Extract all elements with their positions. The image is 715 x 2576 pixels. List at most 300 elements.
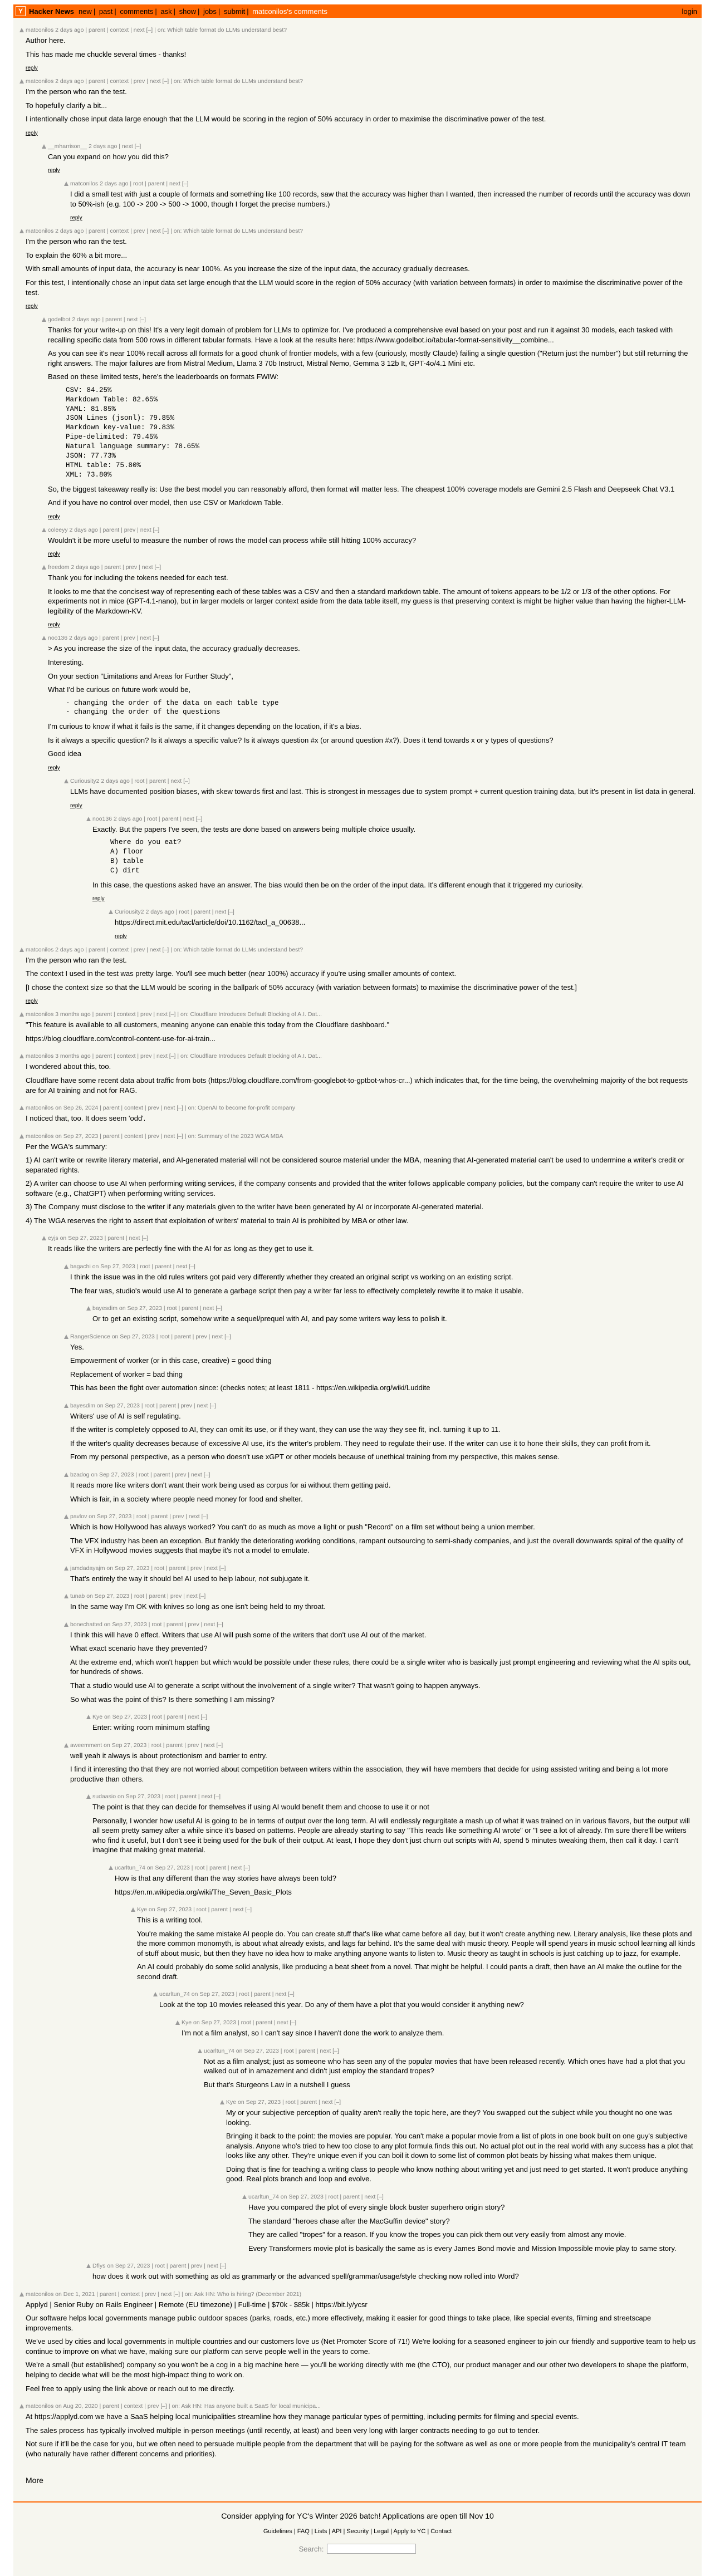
comment-body — [70, 1513, 697, 1559]
upvote-arrow-icon[interactable] — [64, 1622, 68, 1627]
upvote-arrow-icon[interactable] — [19, 2292, 24, 2297]
comment-item — [62, 1621, 697, 1708]
comment-item — [62, 1263, 697, 1299]
comment-text — [70, 1480, 697, 1504]
comment-text — [48, 325, 697, 508]
comment-text — [226, 2108, 697, 2184]
comment-body — [70, 1621, 697, 1708]
comment-paragraph: Which is fair, in a society where people need money for food and shelter. — [70, 1494, 303, 1503]
upvote-arrow-icon[interactable] — [131, 1907, 135, 1912]
upvote-arrow-icon[interactable] — [19, 1134, 24, 1139]
comment-item — [62, 1742, 697, 1788]
comment-body — [48, 635, 697, 772]
vote-cell — [196, 2048, 204, 2094]
comment-meta[interactable]: eyjs on Sep 27, 2023 | parent | next [–] — [48, 1235, 148, 1242]
comment-paragraph: I'm the person who ran the test. — [26, 237, 127, 246]
comment-body — [26, 1011, 697, 1047]
nav-show[interactable]: show — [179, 7, 197, 16]
upvote-arrow-icon[interactable] — [86, 1794, 91, 1799]
login-link[interactable]: login — [682, 7, 697, 16]
comment-text — [26, 2300, 697, 2393]
comment-body — [48, 564, 697, 629]
comment-meta[interactable]: matconilos 2 days ago | parent | context | next [–] | on: Which table format do LLMs understand best? — [26, 27, 287, 33]
upvote-arrow-icon[interactable] — [19, 948, 24, 952]
upvote-arrow-icon[interactable] — [242, 2195, 247, 2199]
comment-meta[interactable]: matconilos 2 days ago | parent | context | prev | next [–] | on: Which table format do LLMs understand best? — [26, 228, 303, 235]
site-name-link[interactable]: Hacker News — [29, 7, 74, 16]
comment-meta[interactable]: ucarltun_74 on Sep 27, 2023 | root | parent | next [–] — [115, 1864, 250, 1872]
comment-paragraph: Exactly. But the papers I've seen, the tests are done based on answers being multiple choice usually. — [92, 825, 416, 833]
comment-paragraph: What exact scenario have they prevented? — [70, 1644, 208, 1653]
comment-body — [48, 1235, 697, 1258]
comment-item — [18, 1133, 697, 1230]
comment-item — [62, 1402, 697, 1466]
comment-paragraph: Is it always a specific question? Is it always a specific value? Is it always question #x (or around question #x?). Does it tend towards x or y types of questions? — [48, 735, 554, 744]
comment-text — [159, 2000, 697, 2010]
comment-meta[interactable]: Curiousity2 2 days ago | root | parent | next [–] — [115, 909, 234, 916]
comment-item — [62, 1333, 697, 1397]
comment-item — [129, 1906, 697, 1985]
upvote-arrow-icon[interactable] — [109, 1866, 113, 1870]
comment-text — [48, 644, 697, 759]
upvote-arrow-icon[interactable] — [19, 79, 24, 84]
comment-body — [70, 1471, 697, 1508]
comment-body — [115, 909, 697, 941]
reply-link[interactable]: reply — [48, 622, 60, 629]
vote-cell — [62, 1513, 70, 1559]
comment-paragraph: This is a writing tool. — [137, 1916, 203, 1925]
comment-item — [62, 180, 697, 222]
comment-item — [62, 1565, 697, 1588]
vote-cell — [18, 27, 26, 72]
comment-meta[interactable]: bonechatted on Sep 27, 2023 | root | parent | prev | next [–] — [70, 1621, 223, 1628]
comment-paragraph: I'm curious to know if what it fails is the same, if it changes depending on the location, if it's a bias. — [48, 722, 361, 731]
reply-link[interactable]: reply — [26, 130, 38, 136]
upvote-arrow-icon[interactable] — [42, 565, 46, 570]
comment-body — [48, 143, 697, 175]
comment-code-block: CSV: 84.25% Markdown Table: 82.65% YAML: 81.85% JSON Lines (jsonl): 79.85% Markdown key-value: 79.83% Pipe-delimited: 79.45% Natural language summary: 78.65% JSON: 77.73% HTML table: 75.80% XML: 73.80% — [66, 386, 200, 479]
comment-meta[interactable]: aweemment on Sep 27, 2023 | root | parent | prev | next [–] — [70, 1741, 223, 1749]
comment-meta[interactable]: bayesdim on Sep 27, 2023 | root | parent | prev | next [–] — [70, 1402, 216, 1409]
comment-item — [241, 2194, 697, 2257]
upvote-arrow-icon[interactable] — [19, 229, 24, 233]
comment-paragraph: Cloudflare have some recent data about traffic from bots (https://blog.cloudflare.com/from-googlebot-to-gptbot-whos-cr...) which indicates that, for the time being, the overwhelming majority of the bot requests are for AI training and not for RAG. — [26, 1076, 688, 1095]
comment-meta[interactable]: pavlov on Sep 27, 2023 | root | parent | prev | next [–] — [70, 1513, 208, 1520]
vote-cell — [40, 527, 48, 559]
comment-paragraph: well yeah it always is about protectionism and barrier to entry. — [70, 1751, 267, 1760]
vote-cell — [85, 816, 92, 904]
upvote-arrow-icon[interactable] — [64, 1514, 68, 1519]
reply-link[interactable]: reply — [48, 168, 60, 174]
upvote-arrow-icon[interactable] — [42, 1236, 46, 1240]
vote-cell — [62, 180, 70, 222]
comment-item — [18, 2291, 697, 2397]
reply-link[interactable]: reply — [48, 513, 60, 520]
comment-meta[interactable]: matconilos on Sep 26, 2024 | parent | context | prev | next [–] | on: OpenAI to become for-profit company — [26, 1105, 296, 1112]
reply-link[interactable]: reply — [70, 215, 82, 222]
comment-text — [92, 1723, 697, 1733]
comment-body — [26, 2291, 697, 2397]
vote-cell — [18, 228, 26, 311]
comment-meta[interactable]: sudaasio on Sep 27, 2023 | root | parent | next [–] — [92, 1793, 221, 1800]
comment-meta[interactable]: matconilos on Dec 1, 2021 | parent | context | prev | next [–] | on: Ask HN: Who is hiring? (December 2021) — [26, 2290, 302, 2298]
vote-cell — [18, 78, 26, 138]
comment-paragraph: I think this will have 0 effect. Writers that use AI will push some of the writers that don't use AI out of the market. — [70, 1630, 427, 1639]
yc-banner-link[interactable]: Consider applying for YC's Winter 2026 batch! Applications are open till Nov 10 — [221, 2511, 494, 2521]
upvote-arrow-icon[interactable] — [42, 317, 46, 322]
top-nav: new | past | comments | ask | show | jobs | submit | matconilos's comments — [78, 7, 327, 16]
comment-item — [62, 1593, 697, 1616]
comment-text — [92, 1802, 697, 1855]
vote-cell — [107, 909, 115, 941]
comment-paragraph: This has made me chuckle several times - thanks! — [26, 50, 187, 58]
vote-cell — [40, 635, 48, 772]
comment-paragraph: From my personal perspective, as a person who doesn't use xGPT or other models because of unethical training from my perspective, this makes sense. — [70, 1453, 560, 1461]
nav-ask[interactable]: ask — [160, 7, 172, 16]
upvote-arrow-icon[interactable] — [64, 1264, 68, 1269]
comment-paragraph: https://direct.mit.edu/tacl/article/doi/10.1162/tacl_a_00638... — [115, 918, 306, 927]
vote-cell — [18, 1011, 26, 1047]
comment-code-block: - changing the order of the data on each table type - changing the order of the questions — [66, 699, 279, 717]
vote-cell — [62, 1742, 70, 1788]
comment-body — [70, 1333, 697, 1397]
comment-paragraph: Per the WGA's summary: — [26, 1142, 107, 1151]
comment-paragraph: Wouldn't it be more useful to measure the number of rows the model can process while still hitting 100% accuracy? — [48, 536, 417, 544]
comment-body — [159, 1991, 697, 2014]
vote-cell — [174, 2019, 182, 2042]
comment-body — [26, 2403, 697, 2462]
comment-paragraph: For this test, I intentionally chose an input data set large enough that the LLM would score in the region of 50% accuracy (with variation between formats) in order to maximise the discriminative power of the test. — [26, 278, 683, 297]
footer — [13, 2501, 702, 2554]
comment-paragraph: 4) The WGA reserves the right to assert that exploitation of writers' material to train AI is prohibited by MBA or other law. — [26, 1216, 409, 1225]
comment-paragraph: The context I used in the test was pretty large. You'll see much better (near 100%) accuracy if you're using smaller amounts of context. — [26, 969, 457, 978]
vote-cell — [107, 1864, 115, 1901]
vote-cell — [62, 1593, 70, 1616]
comment-meta[interactable]: bzadog on Sep 27, 2023 | root | parent | prev | next [–] — [70, 1471, 210, 1478]
comment-paragraph: Every Transformers movie plot is basically the same as is every James Bond movie and Mission Impossible movie play to same story. — [248, 2244, 677, 2253]
comment-paragraph: I'm the person who ran the test. — [26, 87, 127, 96]
comment-paragraph: Feel free to apply using the link above or reach out to me directly. — [26, 2384, 235, 2393]
comment-text — [70, 1574, 697, 1584]
upvote-arrow-icon[interactable] — [64, 1334, 68, 1339]
comment-paragraph: Good idea — [48, 749, 81, 758]
vote-cell — [40, 316, 48, 521]
comment-text — [26, 1062, 697, 1095]
comment-meta[interactable]: matconilos 3 months ago | parent | context | prev | next [–] | on: Cloudflare Introduces Default Blocking of A.I. Dat... — [26, 1053, 322, 1060]
upvote-arrow-icon[interactable] — [86, 1715, 91, 1719]
comment-body — [248, 2194, 697, 2257]
comment-item — [40, 564, 697, 629]
comment-text — [70, 787, 697, 797]
comment-item — [85, 1305, 697, 1328]
upvote-arrow-icon[interactable] — [64, 1404, 68, 1408]
nav-new[interactable]: new — [78, 7, 92, 16]
comment-paragraph: LLMs have documented position biases, with skew towards first and last. This is strongest in messages due to system prompt + current question training data, but it's present in list data in general. — [70, 787, 696, 796]
upvote-arrow-icon[interactable] — [153, 1992, 158, 1996]
comment-meta[interactable]: Kye on Sep 27, 2023 | root | parent | next [–] — [137, 1906, 252, 1913]
comment-paragraph: I wondered about this, too. — [26, 1062, 111, 1071]
comment-text — [182, 2028, 697, 2038]
vote-cell — [62, 778, 70, 810]
comment-text — [92, 825, 697, 890]
comment-body — [92, 816, 697, 904]
comment-meta[interactable]: freedom 2 days ago | parent | prev | next [–] — [48, 564, 161, 571]
upvote-arrow-icon[interactable] — [86, 2264, 91, 2268]
comment-paragraph: The fear was, studio's would use AI to generate a garbage script then pay a writer far less to effectively completely rewrite it to make it usable. — [70, 1286, 524, 1295]
comment-paragraph: Enter: writing room minimum staffing — [92, 1723, 210, 1732]
comment-meta[interactable]: matconilos 2 days ago | parent | context | prev | next [–] | on: Which table format do LLMs understand best? — [26, 78, 303, 85]
nav-submit[interactable]: submit — [223, 7, 246, 16]
comment-item — [18, 2403, 697, 2462]
comment-item — [151, 1991, 697, 2014]
comment-meta[interactable]: bayesdim on Sep 27, 2023 | root | parent | next [–] — [92, 1305, 222, 1312]
upvote-arrow-icon[interactable] — [19, 1054, 24, 1058]
comment-meta[interactable]: matconilos 2 days ago | root | parent | next [–] — [70, 180, 189, 188]
comment-paragraph: https://blog.cloudflare.com/control-content-use-for-ai-train... — [26, 1034, 216, 1043]
upvote-arrow-icon[interactable] — [86, 817, 91, 821]
reply-link[interactable]: reply — [26, 303, 38, 310]
comment-meta[interactable]: noo136 2 days ago | root | parent | next [–] — [92, 815, 203, 822]
nav-jobs[interactable]: jobs — [203, 7, 217, 16]
comment-item — [85, 816, 697, 904]
comment-paragraph: 2) A writer can choose to use AI when performing writing services, if the company consents and provided that the writer follows applicable company policies, but the company can't require the writer to use AI software (e.g., ChatGPT) when performing writing services. — [26, 1179, 684, 1198]
comment-meta[interactable]: noo136 2 days ago | parent | prev | next [–] — [48, 635, 159, 642]
comment-meta[interactable]: jamdadayajm on Sep 27, 2023 | root | parent | prev | next [–] — [70, 1564, 226, 1572]
upvote-arrow-icon[interactable] — [198, 2049, 202, 2053]
comment-paragraph: We're a small (but established) company so you won't be a cog in a big machine here — you'll be working directly with me (the CTO), our product manager and our other two developers to shape the platform, helping to decide what will be the most high-impact thing to work on. — [26, 2361, 689, 2379]
comment-meta[interactable]: Dfiys on Sep 27, 2023 | root | parent | prev | next [–] — [92, 2263, 227, 2270]
comment-text — [48, 152, 697, 162]
vote-cell — [40, 564, 48, 629]
comment-paragraph: Thanks for your write-up on this! It's a very legit domain of problem for LLMs to optimize for. I've produced a comprehensive eval based on your post and run it against 30 models, each tasked with recalling specific data from 500 rows in different tabular formats. Have a look at the results here: https://www.godelbot.io/tabular-format-sensitivity__combine... — [48, 326, 673, 344]
comment-body — [48, 316, 697, 521]
vote-cell — [18, 1133, 26, 1230]
comment-text — [70, 1272, 697, 1296]
reply-link[interactable]: reply — [115, 933, 127, 940]
comment-body — [70, 1565, 697, 1588]
comment-body — [70, 180, 697, 222]
comment-text — [70, 1411, 697, 1462]
search-input[interactable] — [327, 2544, 416, 2554]
reply-link[interactable]: reply — [92, 896, 105, 902]
comment-item — [18, 78, 697, 138]
upvote-arrow-icon[interactable] — [64, 181, 68, 186]
comment-paragraph: The standard "heroes chase after the MacGuffin device" story? — [248, 2216, 450, 2225]
comment-item — [62, 1513, 697, 1559]
comment-item — [18, 1011, 697, 1047]
comment-text — [92, 1314, 697, 1324]
comment-paragraph: We've used by cities and local governments in multiple countries and our customers love us (Net Promoter Score of 71!) We're looking for a seasoned engineer to join our friendly and supportive team to help us continue to improve on what we have, making sure our platform can serve people well in the years to come. — [26, 2337, 696, 2356]
comment-meta[interactable]: ucarltun_74 on Sep 27, 2023 | root | parent | next [–] — [204, 2047, 339, 2054]
comment-paragraph: I'm not a film analyst, so I can't say since I haven't done the work to analyze them. — [182, 2028, 444, 2037]
comment-item — [107, 1864, 697, 1901]
reply-link[interactable]: reply — [26, 998, 38, 1005]
comment-body — [48, 527, 697, 559]
comment-meta[interactable]: ucarltun_74 on Sep 27, 2023 | root | parent | next [–] — [159, 1991, 295, 1998]
comment-body — [115, 1864, 697, 1901]
comment-item — [218, 2099, 697, 2188]
comment-body — [26, 946, 697, 1006]
comment-meta[interactable]: Kye on Sep 27, 2023 | root | parent | next [–] — [92, 1714, 208, 1721]
comment-paragraph: To hopefully clarify a bit... — [26, 101, 107, 110]
footer-links[interactable]: Guidelines | FAQ | Lists | API | Security | Legal | Apply to YC | Contact — [263, 2528, 452, 2535]
upvote-arrow-icon[interactable] — [64, 1566, 68, 1571]
comment-paragraph: At the extreme end, which won't happen but which would be possible under these rules, there could be a single writer who is basically just prompt engineering and reviewing what the AI spits out, for hundreds of shows. — [70, 1657, 691, 1676]
comment-paragraph: 3) The Company must disclose to the writer if any materials given to the writer have been generated by AI or incorporate AI-generated material. — [26, 1203, 484, 1211]
comment-text — [115, 917, 697, 928]
comment-paragraph: I noticed that, too. It does seem 'odd'. — [26, 1114, 146, 1123]
upvote-arrow-icon[interactable] — [19, 1012, 24, 1017]
vote-cell — [18, 2403, 26, 2462]
comment-paragraph: Personally, I wonder how useful AI is going to be in terms of output over the long term. AI will endlessly regurgitate a mash up of what it was trained on in various flavors, but the output will all seem pretty samey after a while since it's based on patterns. People are already starting to say "This reads like something AI wrote" or "I see a lot of already. I'm sure there'll be writers who find it useful, but I don't see it being used for the bulk of their output. At least, I hope they don't just churn out scripts with AI, spend 5 minutes tweaking them, then call it day. I can't imagine that making great material. — [92, 1816, 690, 1854]
comment-body — [70, 1402, 697, 1466]
upvote-arrow-icon[interactable] — [19, 2404, 24, 2408]
comment-meta[interactable]: matconilos 3 months ago | parent | context | prev | next [–] | on: Cloudflare Introduces Default Blocking of A.I. Dat... — [26, 1011, 322, 1018]
upvote-arrow-icon[interactable] — [220, 2100, 224, 2104]
page-container — [13, 4, 702, 2576]
vote-cell — [85, 1714, 92, 1736]
comment-paragraph: Replacement of worker = bad thing — [70, 1370, 183, 1378]
comment-paragraph: [I chose the context size so that the LLM would be scoring in the ballpark of 50% accuracy (with variation between formats) to maximise the discriminative power of the test.] — [26, 983, 577, 992]
comment-paragraph: Or to get an existing script, somehow write a sequel/prequel with AI, and pay some writers way less to polish it. — [92, 1314, 447, 1323]
vote-cell — [129, 1906, 137, 1985]
comment-paragraph: That's entirely the way it should be! AI used to help labour, not subjugate it. — [70, 1574, 310, 1583]
upvote-arrow-icon[interactable] — [19, 1106, 24, 1110]
comment-paragraph: They are called "tropes" for a reason. If you know the tropes you can pick them out very easily from almost any movie. — [248, 2230, 626, 2239]
comment-body — [92, 1305, 697, 1328]
comment-paragraph: How is that any different than the way stories have always been told? — [115, 1874, 336, 1883]
comment-body — [182, 2019, 697, 2042]
comment-text — [248, 2202, 697, 2253]
vote-cell — [62, 1333, 70, 1397]
vote-cell — [85, 1305, 92, 1328]
reply-link[interactable]: reply — [48, 551, 60, 558]
comment-meta[interactable]: matconilos 2 days ago | parent | context | prev | next [–] | on: Which table format do LLMs understand best? — [26, 946, 303, 953]
comment-item — [62, 1471, 697, 1508]
comment-meta[interactable]: godelbot 2 days ago | parent | next [–] — [48, 316, 146, 323]
comment-paragraph: And if you have no control over model, then use CSV or Markdown Table. — [48, 498, 283, 507]
comment-item — [85, 2263, 697, 2285]
comment-meta[interactable]: ucarltun_74 on Sep 27, 2023 | root | parent | next [–] — [248, 2193, 384, 2200]
upvote-arrow-icon[interactable] — [42, 636, 46, 640]
comment-meta[interactable]: Kye on Sep 27, 2023 | root | parent | next [–] — [182, 2019, 297, 2026]
vote-cell — [40, 143, 48, 175]
upvote-arrow-icon[interactable] — [19, 28, 24, 32]
comment-body — [26, 27, 697, 72]
upvote-arrow-icon[interactable] — [86, 1306, 91, 1311]
comment-paragraph: I did a small test with just a couple of formats and something like 100 records, saw that the accuracy was higher than I wanted, then increased the number of records until the accuracy was down to 50%-ish (e.g. 100 -> 200 -> 500 -> 1000, though I forget the precise numbers.) — [70, 190, 690, 208]
comment-text — [70, 1522, 697, 1556]
upvote-arrow-icon[interactable] — [109, 910, 113, 914]
comment-meta[interactable]: matconilos on Sep 27, 2023 | parent | context | prev | next [–] | on: Summary of the 2023 WGA MBA — [26, 1132, 283, 1140]
comment-paragraph: On your section "Limitations and Areas for Further Study", — [48, 671, 233, 680]
nav-past[interactable]: past — [99, 7, 113, 16]
comment-paragraph: It reads more like writers don't want their work being used as corpus for ai without them getting paid. — [70, 1481, 391, 1489]
comment-meta[interactable]: bagachi on Sep 27, 2023 | root | parent | next [–] — [70, 1263, 195, 1270]
reply-link[interactable]: reply — [26, 65, 38, 72]
comment-paragraph: If the writer's quality decreases because of excessive AI use, it's the writer's problem. They need to regulate their use. If the writer can use it to hone their skills, they can profit from it. — [70, 1439, 651, 1448]
nav-comments[interactable]: comments — [120, 7, 154, 16]
comment-body — [70, 1263, 697, 1299]
comment-paragraph: It reads like the writers are perfectly fine with the AI for as long as they get to use it. — [48, 1244, 314, 1253]
comment-body — [26, 228, 697, 311]
comment-meta[interactable]: RangerScience on Sep 27, 2023 | root | parent | prev | next [–] — [70, 1333, 231, 1340]
comment-paragraph: Not as a film analyst; just as someone who has seen any of the popular movies that have been released recently. Which ones have had a plot that you walked out of in amazement and didn't just employ the standard tropes? — [204, 2057, 685, 2075]
comment-text — [26, 87, 697, 124]
comment-text — [92, 2271, 697, 2281]
comment-meta[interactable]: Curiousity2 2 days ago | root | parent | next [–] — [70, 778, 190, 784]
comment-body — [70, 1742, 697, 1788]
comment-paragraph: If the writer is completely opposed to AI, they can omit its use, or if they want, they can use the way they see fit, incl. turning it up to 11. — [70, 1425, 501, 1434]
comment-body — [204, 2048, 697, 2094]
upvote-arrow-icon[interactable] — [64, 1743, 68, 1748]
comment-paragraph: https://en.m.wikipedia.org/wiki/The_Seven_Basic_Plots — [115, 1887, 292, 1896]
comment-paragraph: "This feature is available to all customers, meaning anyone can enable this today from the Cloudflare dashboard." — [26, 1020, 390, 1029]
comment-item — [174, 2019, 697, 2042]
comment-paragraph: Writers' use of AI is self regulating. — [70, 1411, 181, 1420]
comment-meta[interactable]: coleeyy 2 days ago | parent | prev | next [–] — [48, 526, 160, 533]
comment-item — [196, 2048, 697, 2094]
comment-item — [85, 1793, 697, 1859]
comment-paragraph: That a studio would use AI to generate a script without the involvement of a single writer? That wasn't going to happen anyways. — [70, 1681, 481, 1690]
comment-body — [70, 1593, 697, 1616]
nav-user-comments-title: matconilos's comments — [252, 7, 327, 16]
comment-paragraph: Our software helps local governments manage public outdoor spaces (parks, roads, etc.) more effectively, making it easier for good things to take place, like special events, filming and streetscape improvements. — [26, 2314, 652, 2332]
more-link[interactable]: More — [26, 2476, 43, 2485]
comment-item — [107, 909, 697, 941]
comment-code-block: Where do you eat? A) floor B) table C) dirt — [110, 838, 182, 875]
comment-paragraph: I think the issue was in the old rules writers got paid very differently whether they created an original script vs working on an existing script. — [70, 1272, 513, 1281]
comment-paragraph: Empowerment of worker (or in this case, creative) = good thing — [70, 1356, 272, 1365]
comment-text — [204, 2057, 697, 2090]
comment-meta[interactable]: __mharrison__ 2 days ago | next [–] — [48, 143, 141, 150]
comment-paragraph: Not sure if it'll be the case for you, but we often need to persuade multiple people from the department that will be paying for the software as well as one or more people from the municipality's central IT team (who naturally have rather different concerns and priorities). — [26, 2440, 686, 2458]
comment-paragraph: This has been the fight over automation since: (checks notes; at least 1811 - https://en.wikipedia.org/wiki/Luddite — [70, 1383, 430, 1392]
comment-text — [70, 1602, 697, 1612]
upvote-arrow-icon[interactable] — [42, 528, 46, 532]
upvote-arrow-icon[interactable] — [64, 1473, 68, 1477]
upvote-arrow-icon[interactable] — [175, 2020, 180, 2025]
upvote-arrow-icon[interactable] — [64, 779, 68, 783]
comment-text — [70, 1630, 697, 1704]
comment-meta[interactable]: tunab on Sep 27, 2023 | root | parent | prev | next [–] — [70, 1593, 206, 1600]
comment-text — [48, 1244, 697, 1254]
upvote-arrow-icon[interactable] — [42, 144, 46, 149]
comment-text — [70, 189, 697, 209]
comment-meta[interactable]: matconilos on Aug 20, 2020 | parent | context | prev [–] | on: Ask HN: Has anyone built a SaaS for local municipa... — [26, 2403, 321, 2410]
comment-paragraph: In this case, the questions asked have an answer. The bias would then be on the order of the input data. It's different enough that it triggered my curiosity. — [92, 880, 584, 889]
vote-cell — [18, 946, 26, 1006]
comment-paragraph: > As you increase the size of the input data, the accuracy gradually decreases. — [48, 644, 300, 653]
reply-link[interactable]: reply — [48, 765, 60, 771]
comment-text — [26, 1113, 697, 1123]
comment-body — [26, 1133, 697, 1230]
vote-cell — [62, 1402, 70, 1466]
comment-item — [18, 1105, 697, 1127]
comment-paragraph: how does it work out with something as old as grammarly or the advanced spell/grammar/usage/style checking now rolled into Word? — [92, 2272, 519, 2281]
y-logo-icon[interactable]: Y — [16, 6, 26, 16]
comment-item — [40, 527, 697, 559]
comment-item — [18, 1053, 697, 1099]
reply-link[interactable]: reply — [70, 802, 82, 809]
comment-meta[interactable]: Kye on Sep 27, 2023 | root | parent | next [–] — [226, 2099, 341, 2106]
comment-paragraph: The sales process has typically involved multiple in-person meetings (until recently, at least) and been very long with larger contracts needing to go out to tender. — [26, 2426, 540, 2435]
comment-paragraph: Yes. — [70, 1342, 84, 1351]
upvote-arrow-icon[interactable] — [64, 1594, 68, 1598]
vote-cell — [18, 1053, 26, 1099]
comment-item — [62, 778, 697, 810]
comment-paragraph: Applyd | Senior Ruby on Rails Engineer | Remote (EU timezone) | Full-time | $70k - $85k | https://bit.ly/ycsr — [26, 2300, 368, 2309]
